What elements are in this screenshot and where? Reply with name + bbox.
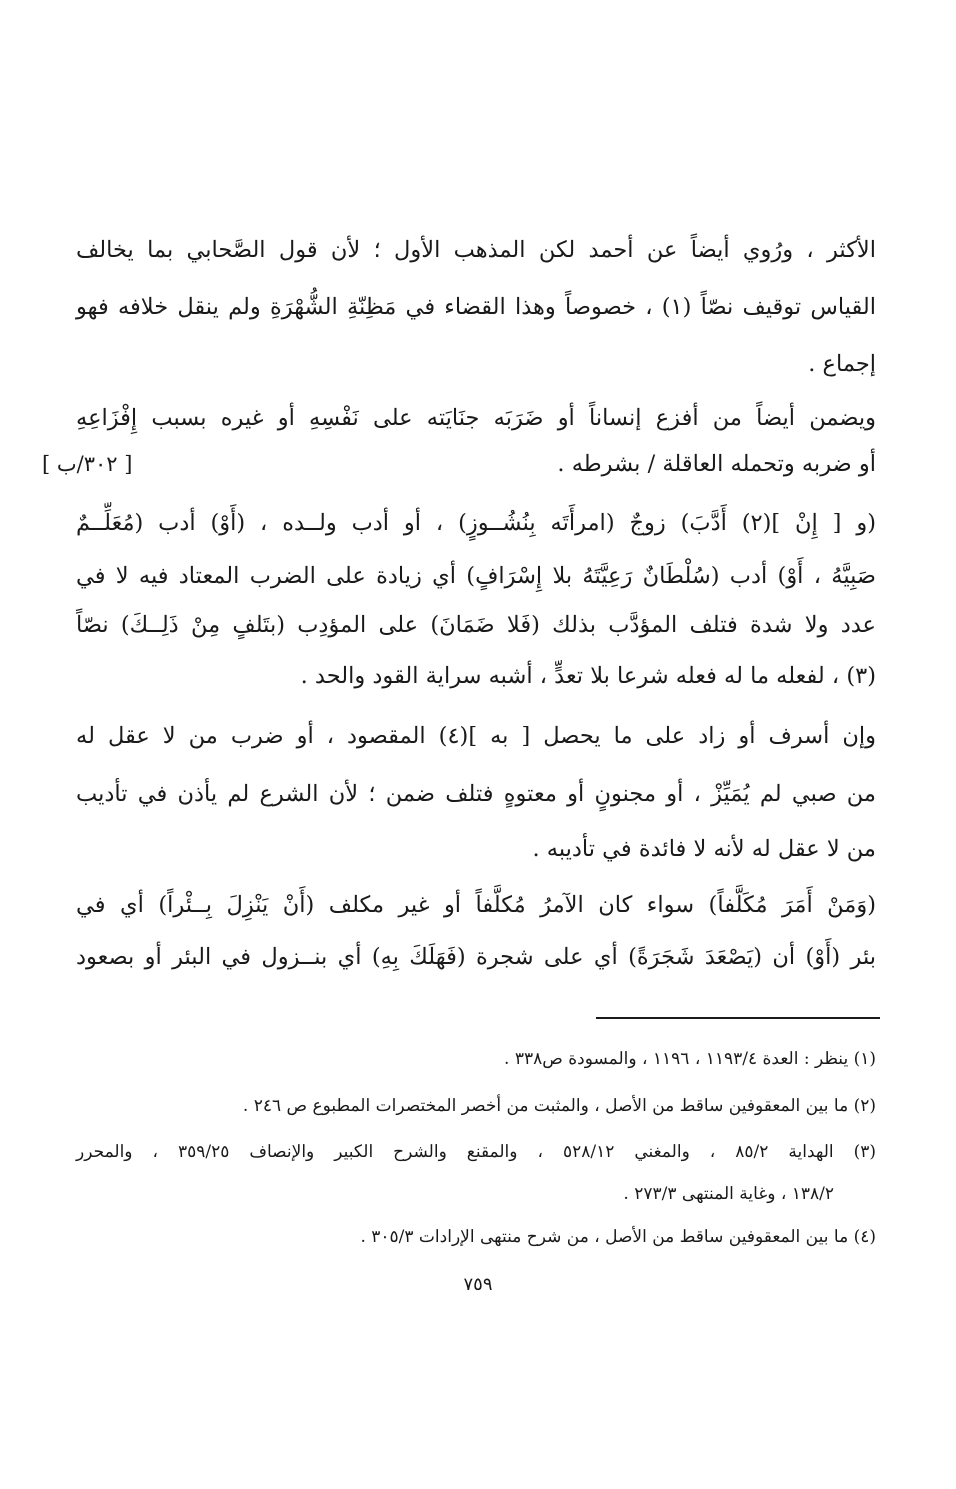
text-line: وإن أسرف أو زاد على ما يحصل [ به ](٤) المقصود ، أو ضرب من لا عقل له xyxy=(76,723,876,749)
footnote-continuation: ١٣٨/٢ ، وغاية المنتهى ٢٧٣/٣ . xyxy=(623,1184,834,1204)
text-line: بئر (أَوْ) أن (يَصْعَدَ شَجَرَةً) أي على شجرة (فَهَلَكَ بِهِ) أي بنــزول في البئر أو بصعود xyxy=(76,944,876,970)
text-line: عدد ولا شدة فتلف المؤدَّب بذلك (فَلا ضَمَانَ) على المؤدِب (بتَلفٍ مِنْ ذَلِــكَ) نصّاً xyxy=(76,612,876,638)
text-line: من صبي لم يُمَيِّزْ ، أو مجنونٍ أو معتوهٍ فتلف ضمن ؛ لأن الشرع لم يأذن في تأديب xyxy=(76,781,876,807)
footnote: (٣) الهداية ٨٥/٢ ، والمغني ٥٢٨/١٢ ، والمقنع والشرح الكبير والإنصاف ٣٥٩/٢٥ ، والمحرر xyxy=(76,1142,877,1162)
text-line: إجماع . xyxy=(808,351,876,377)
footnote: (٤) ما بين المعقوفين ساقط من الأصل ، من شرح منتهى الإرادات ٣٠٥/٣ . xyxy=(360,1227,876,1247)
manuscript-folio-marker: [ ٣٠٢/ب ] xyxy=(42,452,133,476)
page-number: ٧٥٩ xyxy=(463,1274,493,1295)
text-line: (٣) ، لفعله ما له فعله شرعا بلا تعدٍّ ، أشبه سراية القود والحد . xyxy=(300,663,876,689)
footnote: (٢) ما بين المعقوفين ساقط من الأصل ، والمثبت من أخصر المختصرات المطبوع ص ٢٤٦ . xyxy=(242,1096,876,1116)
text-line: الأكثر ، ورُوي أيضاً عن أحمد لكن المذهب الأول ؛ لأن قول الصَّحابي بما يخالف xyxy=(76,237,876,263)
text-line: أو ضربه وتحمله العاقلة / بشرطه . xyxy=(557,451,876,477)
footnote: (١) ينظر : العدة ١١٩٣/٤ ، ١١٩٦ ، والمسودة ص٣٣٨ . xyxy=(504,1049,876,1069)
text-line: (وَمَنْ أَمَرَ مُكَلَّفاً) سواء كان الآمرُ مُكلَّفاً أو غير مكلف (أَنْ يَنْزِلَ بِــئْراً) أي في xyxy=(76,892,876,918)
text-line: صَبِيَّهُ ، أَوْ) أدب (سُلْطَانٌ رَعِيَّتَهُ بلا إِسْرَافٍ) أي زيادة على الضرب المعتاد فيه لا في xyxy=(76,563,876,589)
text-line: (و [ إِنْ ](٢) أَدَّبَ) زوجٌ (امرأَتَه بِنُشُــوزٍ) ، أو أدب ولــده ، (أَوْ) أدب (مُعَلِّــمٌ xyxy=(76,510,876,536)
footnote-separator xyxy=(596,1017,880,1019)
text-line: ويضمن أيضاً من أفزع إنساناً أو ضَرَبَه جنَايَته على نَفْسِهِ أو غيره بسبب إِفْزَاعِهِ xyxy=(76,405,876,431)
text-line: من لا عقل له لأنه لا فائدة في تأديبه . xyxy=(532,836,876,862)
text-line: القياس توقيف نصّاً (١) ، خصوصاً وهذا القضاء في مَظِنّةِ الشُّهْرَةِ ولم ينقل خلافه فهو xyxy=(76,294,877,320)
